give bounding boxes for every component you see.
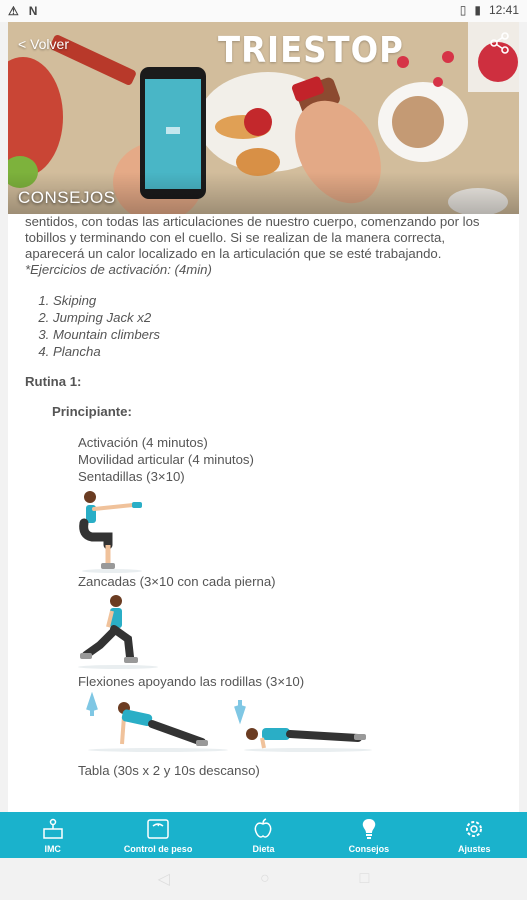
bottom-tab-bar <box>0 812 527 858</box>
exercise-zancadas: Zancadas (3×10 con cada pierna) <box>78 574 276 589</box>
system-nav-bar <box>0 858 527 900</box>
app-logo: TRIESTOP <box>218 30 404 71</box>
list-item: 1. Skiping <box>53 292 505 309</box>
tab-dieta[interactable] <box>218 817 308 854</box>
content-card <box>8 22 519 812</box>
tab-label: Dieta <box>252 843 275 854</box>
tab-control-peso[interactable] <box>113 817 203 854</box>
apple-icon <box>251 817 275 841</box>
weight-scale-icon <box>146 817 170 841</box>
tab-imc[interactable] <box>8 817 98 854</box>
gear-icon <box>462 817 486 841</box>
lightbulb-icon <box>357 817 381 841</box>
vibrate-icon: ▯ <box>459 3 467 17</box>
exercise-movilidad: Movilidad articular (4 minutos) <box>78 452 254 467</box>
intro-paragraph: sentidos, con todas las articulaciones de nuestro cuerpo, comenzando por los tobillos y terminando con el cuello. Si se realizan de la manera correcta, aparecerá un calor localizado en la articulación que se esté trabajando. <box>25 214 480 261</box>
level-title: Principiante: <box>52 404 132 419</box>
nav-back-icon[interactable]: ◁ <box>157 871 170 888</box>
pushup-illustration <box>78 692 378 762</box>
tab-label: Control de peso <box>123 843 193 854</box>
status-time: 12:41 <box>488 3 519 17</box>
article-content <box>25 214 505 779</box>
list-item: 3. Mountain climbers <box>53 326 505 343</box>
battery-icon: ▮ <box>474 3 481 17</box>
section-title: CONSEJOS <box>18 188 116 207</box>
lunge-illustration <box>78 593 168 673</box>
tab-label: Ajustes <box>457 843 491 854</box>
tab-ajustes[interactable] <box>429 817 519 854</box>
nav-home-icon[interactable]: ○ <box>259 870 270 887</box>
status-bar <box>0 0 527 22</box>
exercise-activacion: Activación (4 minutos) <box>78 435 208 450</box>
exercise-list <box>78 434 505 779</box>
nav-recents-icon[interactable]: □ <box>359 870 370 887</box>
activation-note: *Ejercicios de activación: (4min) <box>25 262 212 277</box>
list-item: 2. Jumping Jack x2 <box>53 309 505 326</box>
exercise-tabla: Tabla (30s x 2 y 10s descanso) <box>78 763 260 778</box>
tab-consejos[interactable] <box>324 817 414 854</box>
hero-banner <box>8 22 519 214</box>
share-icon[interactable] <box>489 32 511 54</box>
scale-person-icon <box>41 817 65 841</box>
alert-icon: ⚠ <box>8 4 19 18</box>
list-item: 4. Plancha <box>53 343 505 360</box>
exercise-sentadillas: Sentadillas (3×10) <box>78 469 185 484</box>
squat-illustration <box>78 487 168 573</box>
back-button[interactable]: < Volver <box>18 36 69 52</box>
tab-label: Consejos <box>348 843 390 854</box>
tab-label: IMC <box>44 843 61 854</box>
routine-title: Rutina 1: <box>25 374 82 389</box>
exercise-flexiones: Flexiones apoyando las rodillas (3×10) <box>78 674 305 689</box>
activation-list <box>25 292 505 360</box>
n-icon: N <box>28 4 38 18</box>
